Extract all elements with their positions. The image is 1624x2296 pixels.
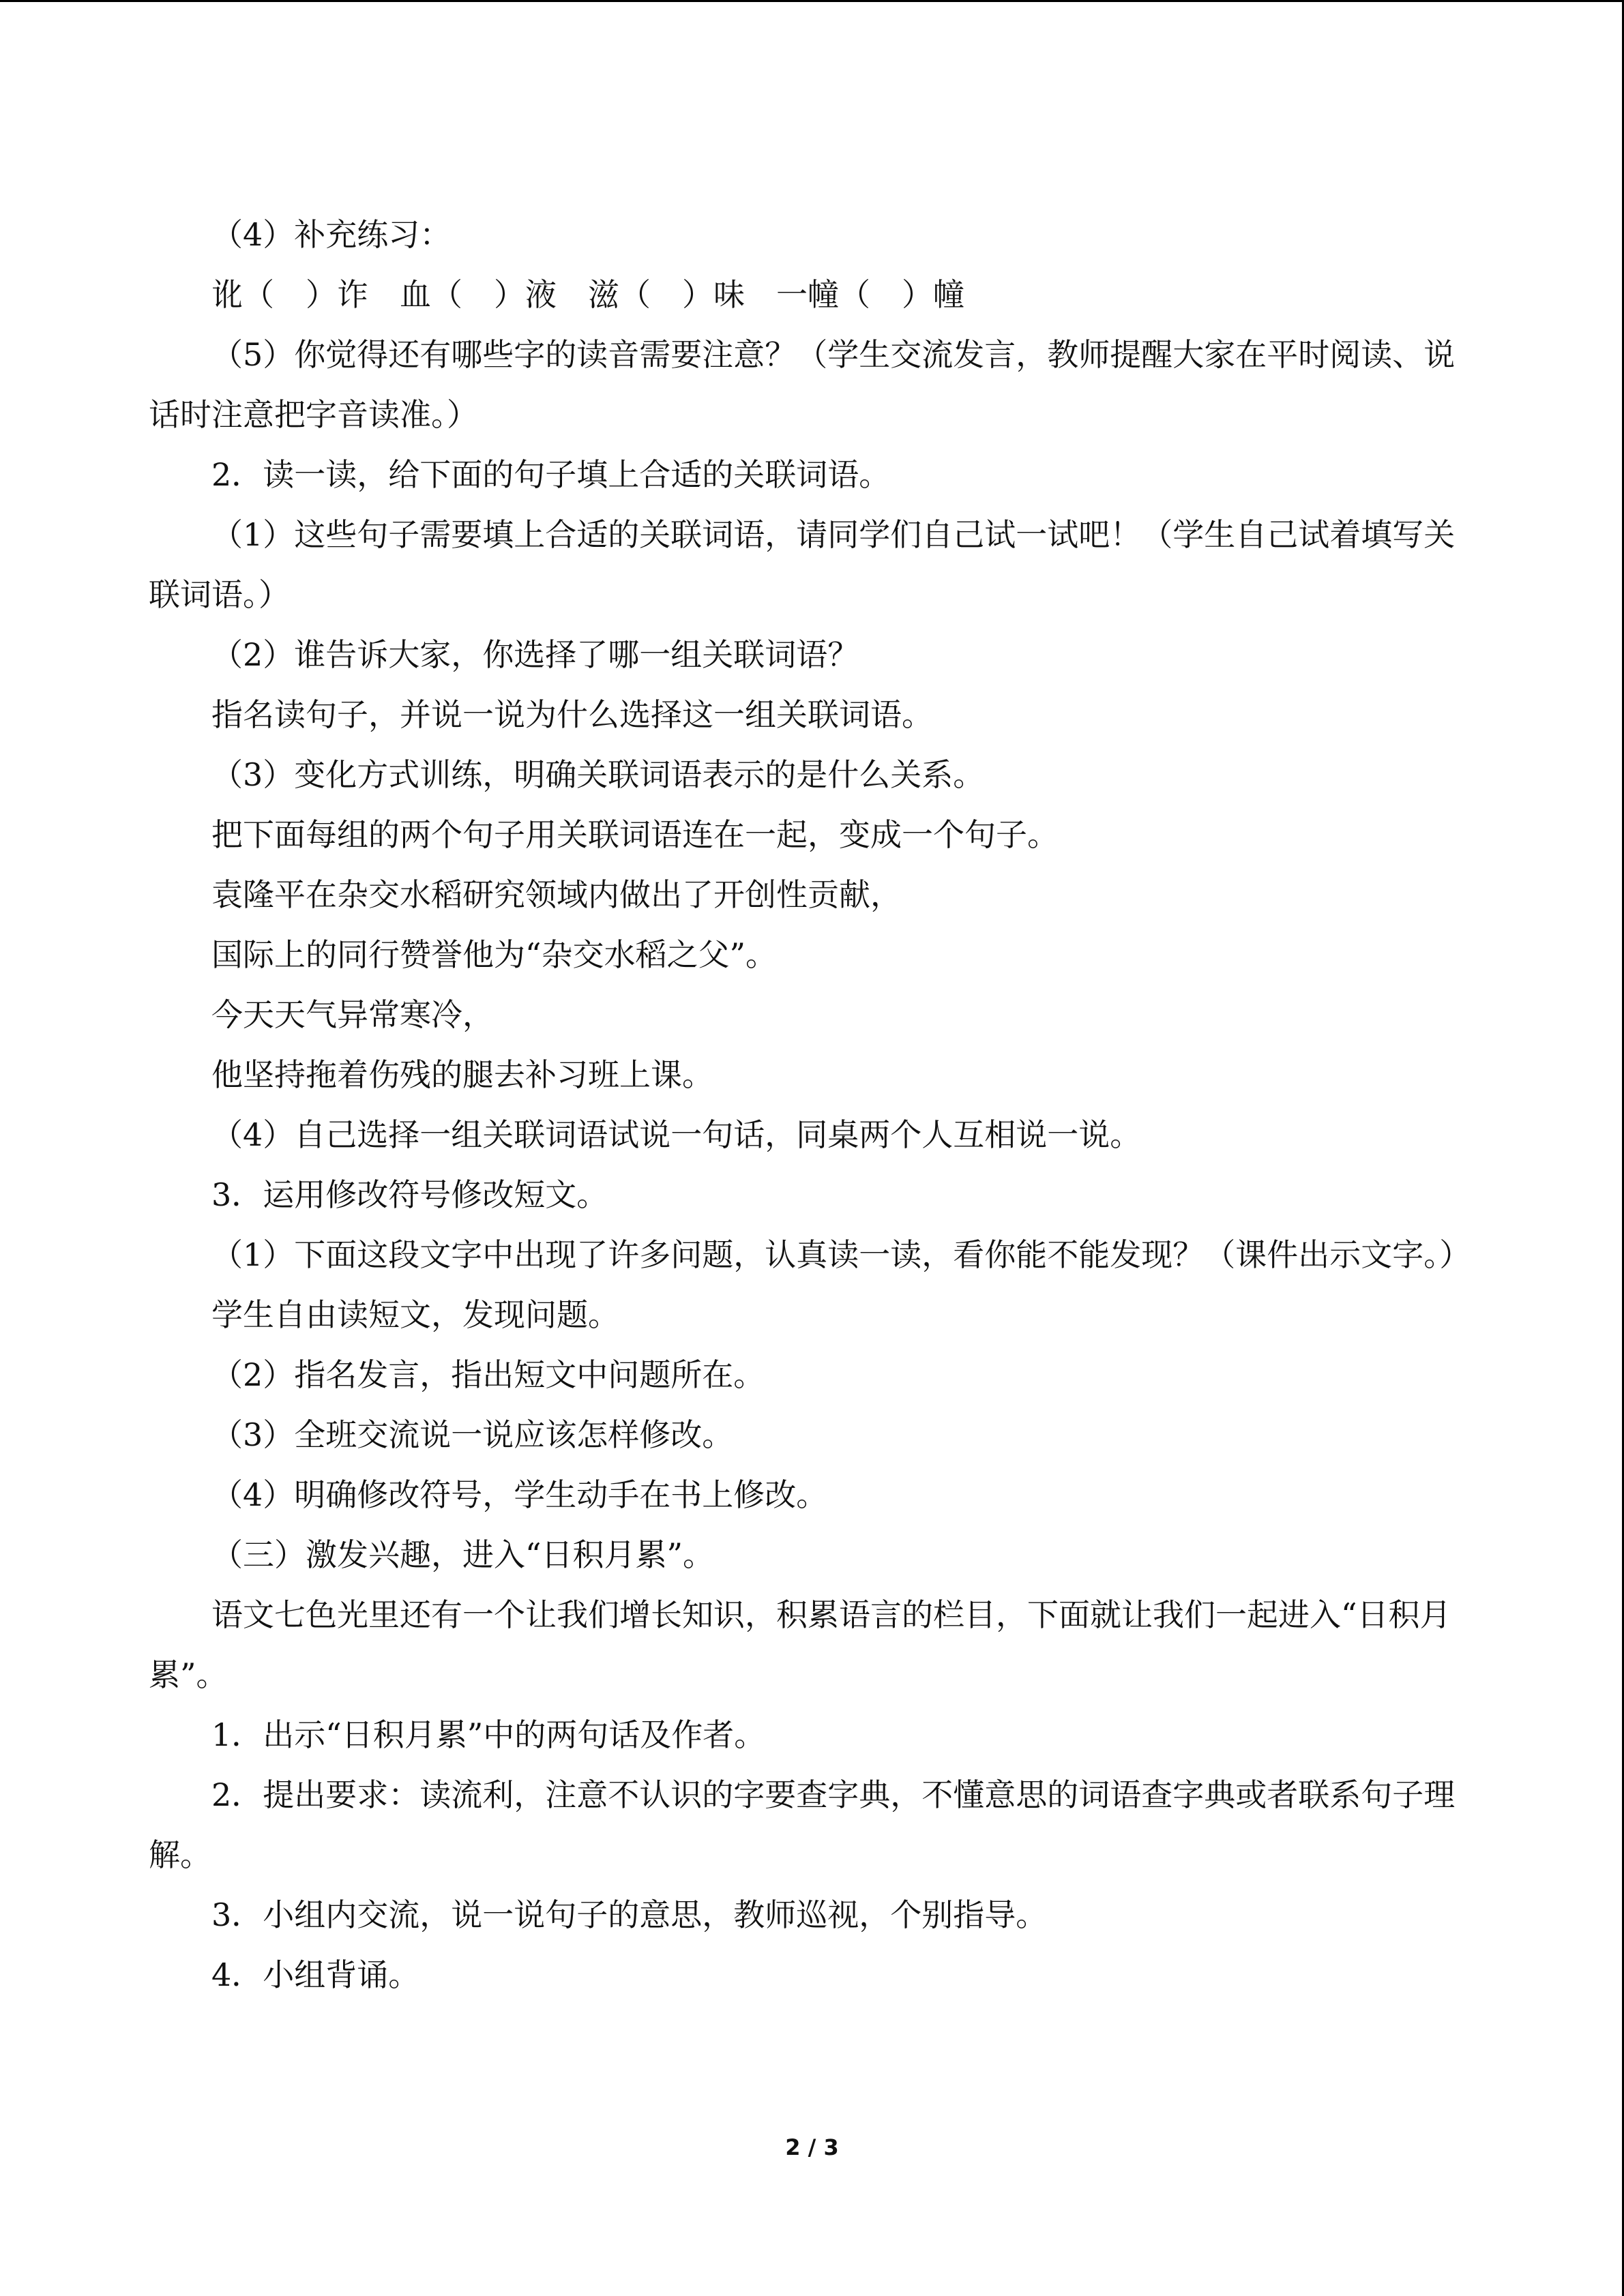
- document-body: [149, 205, 1479, 2005]
- page-number: 2 / 3: [785, 2134, 839, 2160]
- paragraph-13: 他坚持拖着伤残的腿去补习班上课。: [211, 1056, 713, 1093]
- paragraph-19: （3）全班交流说一说应该怎样修改。: [211, 1416, 734, 1453]
- paragraph-23: 1．出示“日积月累”中的两句话及作者。: [211, 1716, 766, 1753]
- paragraph-18: （2）指名发言，指出短文中问题所在。: [211, 1356, 765, 1393]
- paragraph-22: 语文七色光里还有一个让我们增长知识，积累语言的栏目，下面就让我们一起进入“日积月累”。: [149, 1596, 1451, 1693]
- paragraph-8: （3）变化方式训练，明确关联词语表示的是什么关系。: [211, 756, 985, 793]
- paragraph-11: 国际上的同行赞誉他为“杂交水稻之父”。: [211, 936, 778, 973]
- paragraph-21: （三）激发兴趣，进入“日积月累”。: [211, 1536, 715, 1573]
- paragraph-1: （4）补充练习：: [211, 216, 452, 253]
- paragraph-24: 2．提出要求：读流利，注意不认识的字要查字典，不懂意思的词语查字典或者联系句子理解。: [149, 1776, 1456, 1873]
- paragraph-20: （4）明确修改符号，学生动手在书上修改。: [211, 1476, 828, 1513]
- paragraph-12: 今天天气异常寒冷，: [211, 996, 494, 1033]
- paragraph-10: 袁隆平在杂交水稻研究领域内做出了开创性贡献，: [211, 876, 902, 913]
- paragraph-4: 2．读一读，给下面的句子填上合适的关联词语。: [211, 456, 891, 493]
- paragraph-26: 4．小组背诵。: [211, 1956, 420, 1993]
- paragraph-14: （4）自己选择一组关联词语试说一句话，同桌两个人互相说一说。: [211, 1116, 1142, 1153]
- paragraph-17: 学生自由读短文，发现问题。: [211, 1296, 619, 1333]
- paragraph-5: （1）这些句子需要填上合适的关联词语，请同学们自己试一试吧！（学生自己试着填写关联词语。）: [149, 516, 1456, 613]
- paragraph-15: 3．运用修改符号修改短文。: [211, 1176, 608, 1213]
- paragraph-9: 把下面每组的两个句子用关联词语连在一起，变成一个句子。: [211, 816, 1059, 853]
- paragraph-16: （1）下面这段文字中出现了许多问题，认真读一读，看你能不能发现？（课件出示文字。）: [211, 1236, 1471, 1273]
- paragraph-7: 指名读句子，并说一说为什么选择这一组关联词语。: [211, 696, 933, 733]
- paragraph-6: （2）谁告诉大家，你选择了哪一组关联词语？: [211, 636, 859, 673]
- paragraph-25: 3．小组内交流，说一说句子的意思，教师巡视，个别指导。: [211, 1896, 1048, 1933]
- paragraph-2: 讹（ ）诈 血（ ）液 滋（ ）味 一幢（ ）幢: [211, 276, 964, 313]
- paragraph-3: （5）你觉得还有哪些字的读音需要注意？（学生交流发言，教师提醒大家在平时阅读、说话时注意把字音读准。）: [149, 336, 1456, 433]
